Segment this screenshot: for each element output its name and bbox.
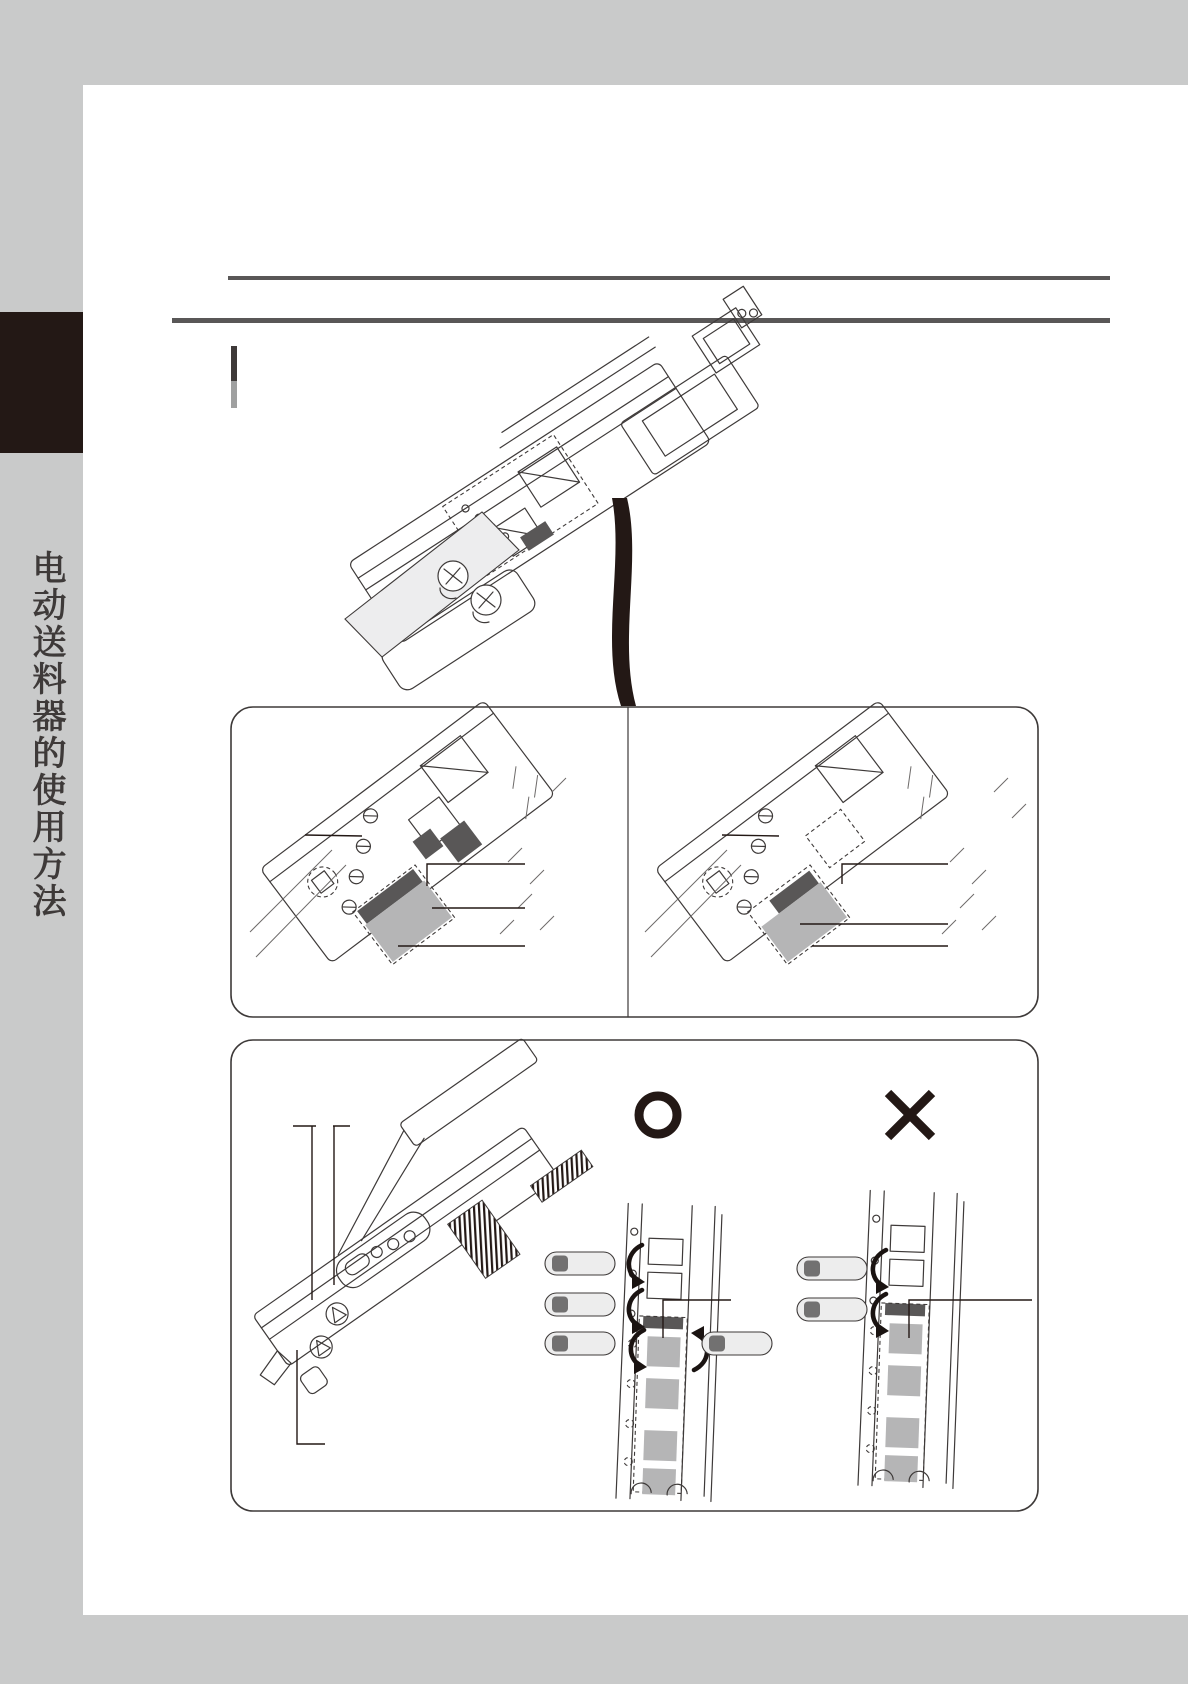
callout-pill: [545, 1293, 615, 1316]
sidebar-vertical-title: 电动送料器的使用方法: [26, 550, 66, 920]
main-feeder-illustration: [314, 286, 803, 706]
callout-pill: [702, 1332, 772, 1355]
callout-pill: [797, 1298, 867, 1321]
magnifier-swoosh: [612, 498, 636, 706]
detail-box-2: [188, 1038, 1038, 1511]
leader-line: [722, 835, 779, 836]
callout-pill: [545, 1252, 615, 1275]
callout-pill: [797, 1257, 867, 1280]
callout-pill: [545, 1332, 615, 1355]
leader-line: [305, 835, 362, 836]
detail-box-1: [231, 700, 1038, 1017]
component-in-pocket: [520, 521, 554, 551]
carrier-tape-band: [345, 512, 519, 657]
